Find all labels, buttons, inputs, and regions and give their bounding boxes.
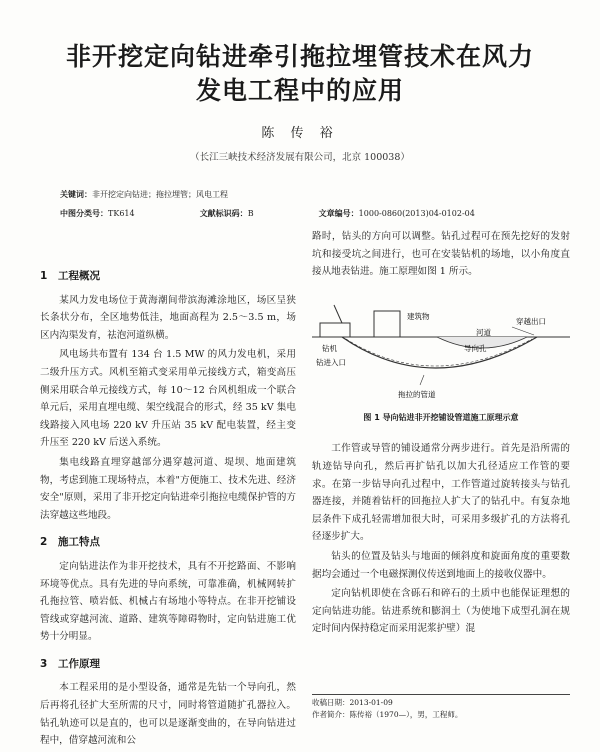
label-exit: 穿越出口 (516, 316, 546, 326)
paragraph: 本工程采用的是小型设备，通常是先钻一个导向孔，然后再将孔径扩大至所需的尺寸，同时将管道随扩孔器拉入。钻孔轨迹可以是直的，也可以是逐渐变曲的，在导向钻进过程中，借穿越河流和公 (40, 682, 296, 747)
label-rig: 钻机 (322, 343, 337, 353)
building-shape (374, 311, 400, 337)
paragraph: 定向钻机即使在含砾石和碎石的土质中也能保证理想的定向钻进功能。钻进系统和膨润土（为使地下成型孔洞在规定时间内保持稳定而采用泥浆护壁）混 (312, 588, 570, 635)
paper-title (0, 40, 600, 108)
title-line-2: 发电工程中的应用 (195, 76, 404, 105)
paragraph: 风电场共布置有 134 台 1.5 MW 的风力发电机，采用二级升压方式。风机至箱式变采用单元接线方式，箱变高压侧采用联合单元接线方式，每 10～12 台风机组成一个联合单元后，采用直埋电缆、架空线混合的形式，经 35 kV 集电线路接入风电场 220 kV 升压站 35 kV 配电装置，经主变升压至 220 kV 后送入系统。 (40, 349, 296, 449)
label-entry: 钻进入口 (316, 357, 346, 367)
keywords: 非开挖定向钻进；拖拉埋管；风电工程 (92, 190, 228, 199)
right-column (312, 228, 570, 640)
paragraph: 钻头的位置及钻头与地面的倾斜度和旋面角度的重要数据均会通过一个电磁探测仪传送到地面上的接收仪器中。 (312, 550, 570, 580)
footnote (312, 694, 570, 721)
article-no-label: 文章编号： (318, 209, 359, 218)
figure-1 (312, 287, 570, 409)
section-heading-1: 1 工程概况 (40, 270, 100, 282)
pipe-leader (420, 375, 424, 385)
drill-rig-shape (320, 323, 350, 337)
keywords-label: 关键词： (60, 190, 92, 199)
paragraph: 路时，钻头的方向可以调整。钻孔过程可在预先挖好的发射坑和接受坑之间进行，也可在安装钻机的场地，以小角度直接从地表钻进。施工原理如图 1 所示。 (312, 231, 570, 278)
received-date: 收稿日期：2013-01-09 (312, 698, 393, 707)
drill-mast (334, 305, 342, 323)
label-river: 河道 (476, 327, 491, 337)
paragraph: 某风力发电场位于黄海潮间带滨海滩涂地区，场区呈狭长条状分布，全区地势低洼，地面高程为 2.5～3.5 m，场区内沟渠发育，祛泡河道纵横。 (40, 294, 296, 341)
paragraph: 集电线路直埋穿越部分遇穿越河道、堤坝、地面建筑物，考虑到施工现场特点，本着"方便施工、技术先进、经济安全"原则，采用了非开挖定向钻进牵引拖拉电缆保护管的方法穿越这些地段。 (40, 456, 296, 521)
doc-code-label: 文献标识码： (199, 209, 248, 218)
label-building: 建筑物 (407, 311, 430, 321)
label-pipe: 拖拉的管道 (398, 389, 436, 399)
drilling-diagram (312, 287, 570, 409)
figure-caption: 图 1 导向钻进非开挖铺设管道施工原理示意 (363, 412, 519, 422)
doc-code: B (247, 209, 254, 218)
paragraph: 定向钻进法作为非开挖技术，具有不开挖路面、不影响环境等优点。具有先进的导向系统，可靠准确，机械网转扩孔拖拉管、喷岩低、机械占有场地小等特点。在非开挖铺设管线或穿越河流、道路、建筑等障碍物时，定向钻进施工优势十分明显。 (40, 560, 296, 643)
affiliation: （长江三峡技术经济发展有限公司，北京 100038） (190, 152, 410, 163)
section-heading-3: 3 工作原理 (40, 657, 100, 670)
label-guide: 导向孔 (464, 343, 487, 353)
clc-code: TK614 (108, 209, 135, 218)
section-heading-2: 2 施工特点 (40, 536, 100, 549)
exit-leader (512, 327, 534, 335)
author: 陈 传 裕 (261, 126, 339, 141)
classification-line (60, 208, 475, 219)
left-column (40, 258, 296, 752)
title-line-1: 非开挖定向钻进牵引拖拉埋管技术在风力 (65, 42, 534, 71)
paragraph: 工作管或导管的铺设通常分两步进行。首先是沿所需的轨迹钻导向孔，然后再扩钻孔以加大孔径适应工作管的要求。在第一步钻导向孔过程中，工作管道过旋转接头与钻孔器连接，并随着钻杆的回拖拉人扩大了的钻孔中。有复杂地层条件下成孔轻需增加很大时，可采用多级扩孔的方法将孔径逐步扩大。 (312, 443, 570, 543)
article-no: 1000-0860(2013)04-0102-04 (358, 209, 475, 218)
clc-label: 中图分类号： (60, 209, 108, 218)
author-bio: 作者简介：陈传裕（1970—），男，工程师。 (312, 710, 463, 719)
keywords-line (60, 189, 228, 200)
